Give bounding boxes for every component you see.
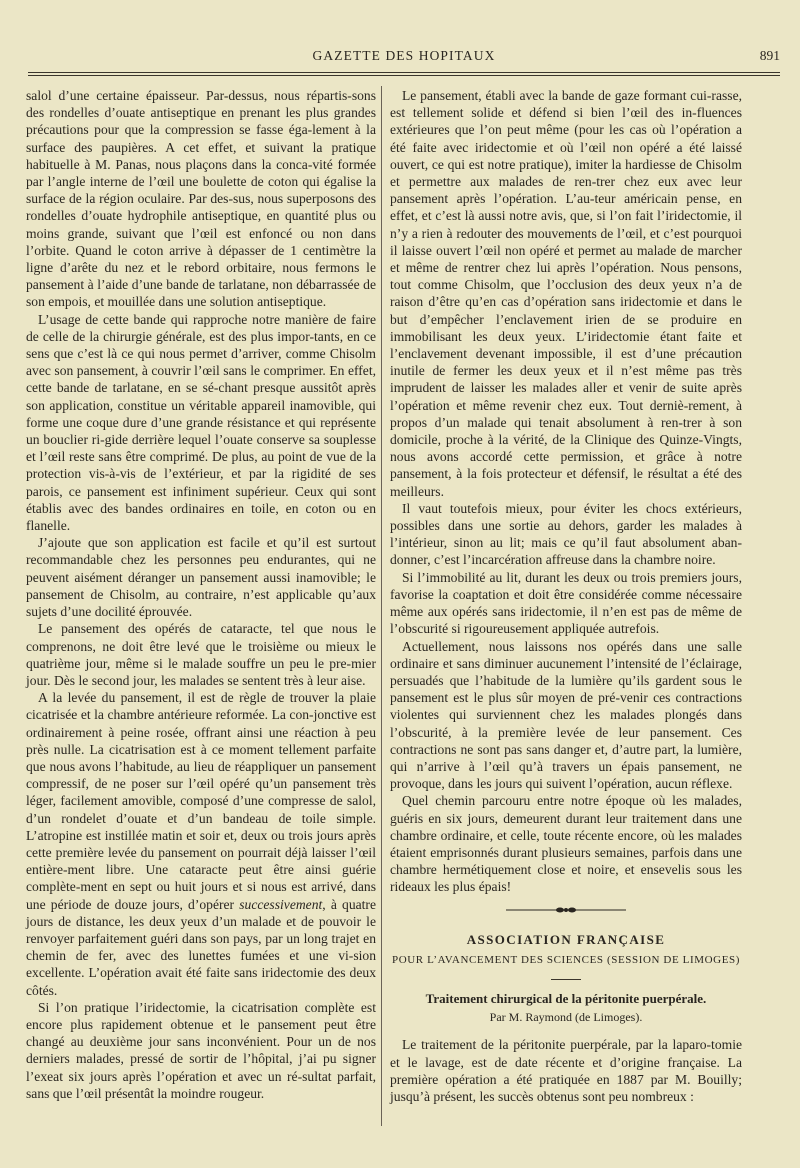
page-header [28, 46, 780, 66]
paragraph-text: , à quatre jours de distance, les deux yeux d’un malade et de pouvoir le renvoyer parfaitement guéri dans son pays, par un long trajet en chemin de fer, avec des lunettes fumées et une vi-sion excellente. L’opération avait été faite sans iridectomie des deux côtés. [26, 896, 376, 998]
article-author: Par M. Raymond (de Limoges). [489, 1010, 643, 1025]
paragraph [26, 689, 376, 999]
paragraph: Le traitement de la péritonite puerpérale, par la laparo-tomie et le lavage, est de date récente et d’origine française. La première opération a été pratiquée en 1887 par M. Bouilly; jusqu’à présent, les succès obtenus sont peu nombreux : [390, 1037, 742, 1104]
column-divider [381, 86, 382, 1126]
paragraph: salol d’une certaine épaisseur. Par-dessus, nous répartis-sons des rondelles d’ouate antiseptique en prenant les plus grandes précautions pour que la compression se fasse éga-lement à la surface des paupières. A cet effet, et suivant la pratique habituelle à M. Panas, nous plaçons dans la conca-vité formée par l’angle interne de l’œil une boulette de coton qui égalise la surface de la région oculaire. Par des-sus, nous superposons des rondelles d’ouate hydrophile antiseptique, en quantité plus ou moins grande, suivant que l’œil est enfoncé ou non dans l’orbite. Quand le coton arrive à dépasser de 1 centimètre la ligne d’arête du nez et le rebord orbitaire, nous fermons le pansement à l’aide d’une bande de tarlatane, non débarrassée de son empois, et mouillée dans une solution antiseptique. [26, 88, 376, 310]
italic-word: successivement [239, 896, 323, 912]
paragraph: Le pansement des opérés de cataracte, tel que nous le comprenons, ne doit être levé que le troisième ou mieux le quatrième jour, même si le malade souffre un peu le pre-mier jour. Dès le second jour, les malades se sentent très à leur aise. [26, 621, 376, 688]
journal-title: GAZETTE DES HOPITAUX [312, 48, 496, 63]
ornamental-separator [506, 906, 626, 917]
paragraph: Quel chemin parcouru entre notre époque où les malades, guéris en six jours, demeurent durant leur traitement dans une chambre ordinaire, et celle, toute récente encore, où les malades étaient emprisonnés durant plusieurs semaines, parfois dans une chambre hermétiquement close et noire, et ensevelis sous les rideaux les plus épais! [390, 793, 742, 895]
paragraph-text: A la levée du pansement, il est de règle de trouver la plaie cicatrisée et la chambre antérieure reformée. La con-jonctive est ordinairement à peine rosée, offrant ainsi une réaction à peu près nulle. La cicatrisation est à ce moment tellement parfaite que nous avons l’habitude, au lieu de réappliquer un pansement compressif, de ne poser sur l’œil opéré qu’un pansement très léger, facilement amovible, composé d’une compresse de salol, d’un rondelet d’ouate et d’un bandeau de toile simple. L’atropine est instillée matin et soir et, deux ou trois jours après cette première levée du pansement on pourrait déjà laisser l’œil entière-ment libre. Une cataracte peut être ainsi guérie complète-ment en sept ou huit jours et si nous est arrivé, dans une période de douze jours, d’opérer [26, 690, 376, 912]
paragraph: J’ajoute que son application est facile et qu’il est surtout recommandable chez les personnes peu endurantes, qui ne peuvent aisément déranger un pansement aussi inamovible; le pansement de Chisolm, au contraire, n’est applicable qu’aux sujets d’une docilité éprouvée. [26, 535, 376, 620]
page-number: 891 [759, 48, 780, 63]
paragraph: Le pansement, établi avec la bande de gaze formant cui-rasse, est tellement solide et défend si bien l’œil des in-fluences extérieures que l’on peut même (pour les cas où l’opération a été faite avec iridectomie et où l’œil non opéré a été laissé ouvert, ce qui est notre pratique), imiter la hardiesse de Chisolm et permettre aux malades de ren-trer chez eux avec leur pansement après l’opération. L’au-teur américain pense, en effet, et c’est là aussi notre avis, que, si l’on fait l’iridectomie, il n’y a rien à redouter des mouvements de l’œil, et c’est pourquoi il laisse ouvert l’œil non opéré et permet au malade de marcher et même de rentrer chez lui après l’opération. Nous pensons, tout comme Chisolm, que l’occlusion des deux yeux n’a de raison d’être qu’en cas d’opération sans iridectomie et dans le but d’empêcher l’enclavement irien de se produire en immobilisant les deux yeux. L’iridectomie étant faite et l’enclavement devenant impossible, il est d’une précaution inutile de fermer les deux yeux et il n’est même pas très imprudent de laisser les malades aller et venir de suite après l’opération et même revenir chez eux. Tout derniè-rement, à propos d’un malade qui tenait absolument à ren-trer à son domicile, proche à la vérité, de la Clinique des Quinze-Vingts, nous avons accordé cette permission, et grâce à notre pansement, à la fois protecteur et défensif, le résultat a été des meilleurs. [390, 88, 742, 499]
paragraph: Si l’immobilité au lit, durant les deux ou trois premiers jours, favorise la coaptation et doit être considérée comme nécessaire même aux opérés sans iridectomie, il n’en est pas de même de l’obscurité si rigoureusement appliquée autrefois. [390, 569, 742, 637]
right-column [390, 87, 742, 1105]
header-rule-double [28, 75, 780, 76]
paragraph: Il vaut toutefois mieux, pour éviter les chocs extérieurs, possibles dans une sortie au dehors, garder les malades à l’intérieur, sinon au lit; mais ce qu’il faut absolument aban-donner, c’est l’incarcération affreuse dans la chambre noire. [390, 500, 742, 568]
paragraph: L’usage de cette bande qui rapproche notre manière de faire de celle de la chirurgie générale, est des plus impor-tants, en ce sens que c’est là ce qui nous permet d’arriver, comme Chisolm avec son pansement, à couvrir l’œil sans le comprimer. En effet, cette bande de tarlatane, en se sé-chant presque aussitôt après son application, constitue un véritable appareil inamovible, qui forme une coque dure d’une grande résistance et qui représente un bouclier ri-gide derrière lequel l’ouate conserve sa souplesse et l’œil reste sans être comprimé. De plus, au point de vue de la protection vis-à-vis de l’extérieur, et par la rigidité de ses parois, ce pansement est infiniment supérieur. Ceux qui sont établis avec des bandes ordinaires en toile, en coton ou en flanelle. [26, 311, 376, 534]
section-heading: ASSOCIATION FRANÇAISE [466, 931, 666, 947]
separator-ornament-icon [506, 906, 626, 914]
paragraph: Actuellement, nous laissons nos opérés dans une salle ordinaire et sans diminuer aucunement l’intensité de l’éclairage, persuadés que l’habitude de la lumière qu’ils gardent sous le pansement est le plus sûr moyen de pré-venir ces contractions violentes qui surviennent chez les malades plongés dans l’obscurité, à la première levée de leur pansement. Ces contractions ne sont pas sans danger et, d’autre part, la lumière, qui n’arrive à l’œil qu’à travers un épais pansement, ne provoque, dans les jours qui suivent l’opération, aucun réflexe. [390, 638, 742, 792]
section-subheading: POUR L’AVANCEMENT DES SCIENCES (SESSION DE LIMOGES) [391, 953, 740, 966]
short-rule [551, 979, 581, 980]
header-rule [28, 72, 780, 73]
article-title: Traitement chirurgical de la péritonite puerpérale. [425, 990, 707, 1006]
left-column [26, 87, 376, 1102]
paragraph: Si l’on pratique l’iridectomie, la cicatrisation complète est encore plus rapidement obtenue et le pansement peut être changé au deuxième jour sans inconvénient. Pour un de nos derniers malades, pressé de sortir de l’hôpital, j’ai pu signer l’exeat six jours après l’opération et avec un ré-sultat parfait, sans que l’œil présentât la moindre rougeur. [26, 999, 376, 1101]
